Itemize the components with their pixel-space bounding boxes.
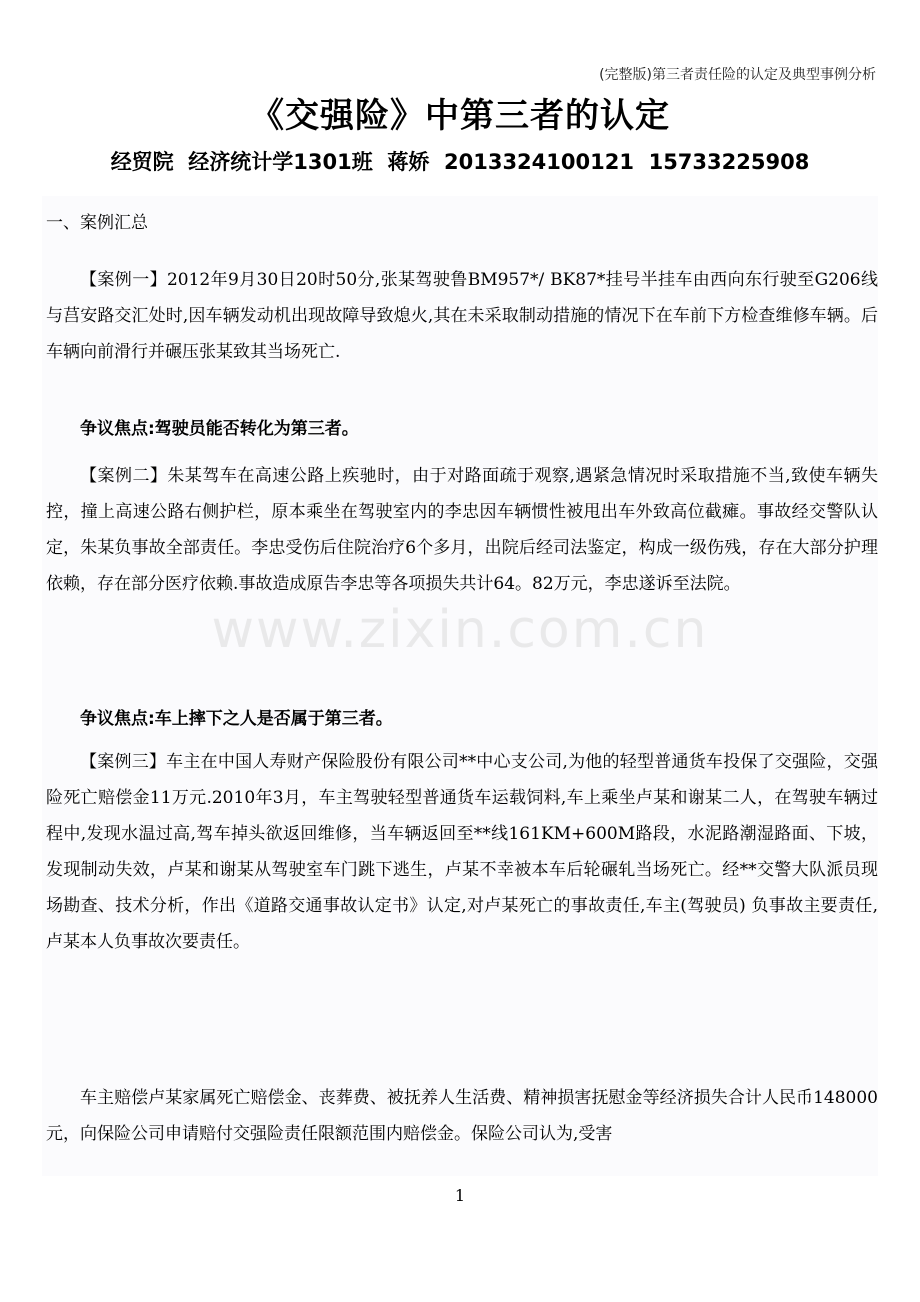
case-one-focus: 争议焦点:驾驶员能否转化为第三者。	[80, 419, 359, 439]
watermark: www.zixin.com.cn	[211, 600, 709, 660]
document-title: 《交强险》中第三者的认定	[250, 96, 670, 136]
page-number: 1	[454, 1186, 466, 1205]
document-body	[42, 196, 878, 1176]
case-two-focus: 争议焦点:车上摔下之人是否属于第三者。	[80, 709, 393, 729]
running-header: (完整版)第三者责任险的认定及典型事例分析	[599, 67, 876, 83]
author-line: 经贸院 经济统计学1301班 蒋娇 2013324100121 15733225908	[110, 150, 810, 174]
case-two-paragraph: 【案例二】朱某驾车在高速公路上疾驰时，由于对路面疏于观察,遇紧急情况时采取措施不当,致使车辆失控，撞上高速公路右侧护栏，原本乘坐在驾驶室内的李忠因车辆惯性被甩出车外致高位截瘫。事故经交警队认定，朱某负事故全部责任。李忠受伤后住院治疗6个多月，出院后经司法鉴定，构成一级伤残，存在大部分护理依赖，存在部分医疗依赖.事故造成原告李忠等各项损失共计64。82万元，李忠遂诉至法院。	[46, 466, 878, 594]
case-three-paragraph: 【案例三】车主在中国人寿财产保险股份有限公司**中心支公司,为他的轻型普通货车投保了交强险，交强险死亡赔偿金11万元.2010年3月，车主驾驶轻型普通货车运载饲料,车上乘坐卢某和谢某二人，在驾驶车辆过程中,发现水温过高,驾车掉头欲返回维修，当车辆返回至**线161KM+600M路段，水泥路潮湿路面、下坡，发现制动失效，卢某和谢某从驾驶室车门跳下逃生，卢某不幸被本车后轮碾轧当场死亡。经**交警大队派员现场勘查、技术分析，作出《道路交通事故认定书》认定,对卢某死亡的事故责任,车主(驾驶员) 负事故主要责任,卢某本人负事故次要责任。	[46, 752, 878, 952]
compensation-paragraph: 车主赔偿卢某家属死亡赔偿金、丧葬费、被抚养人生活费、精神损害抚慰金等经济损失合计人民币148000元，向保险公司申请赔付交强险责任限额范围内赔偿金。保险公司认为,受害	[46, 1088, 878, 1144]
case-one-paragraph: 【案例一】2012年9月30日20时50分,张某驾驶鲁BM957*/ BK87*挂号半挂车由西向东行驶至G206线与莒安路交汇处时,因车辆发动机出现故障导致熄火,其在未采取制动措施的情况下在车前下方检查维修车辆。后车辆向前滑行并碾压张某致其当场死亡.	[46, 270, 878, 362]
section-heading: 一、案例汇总	[46, 213, 148, 233]
